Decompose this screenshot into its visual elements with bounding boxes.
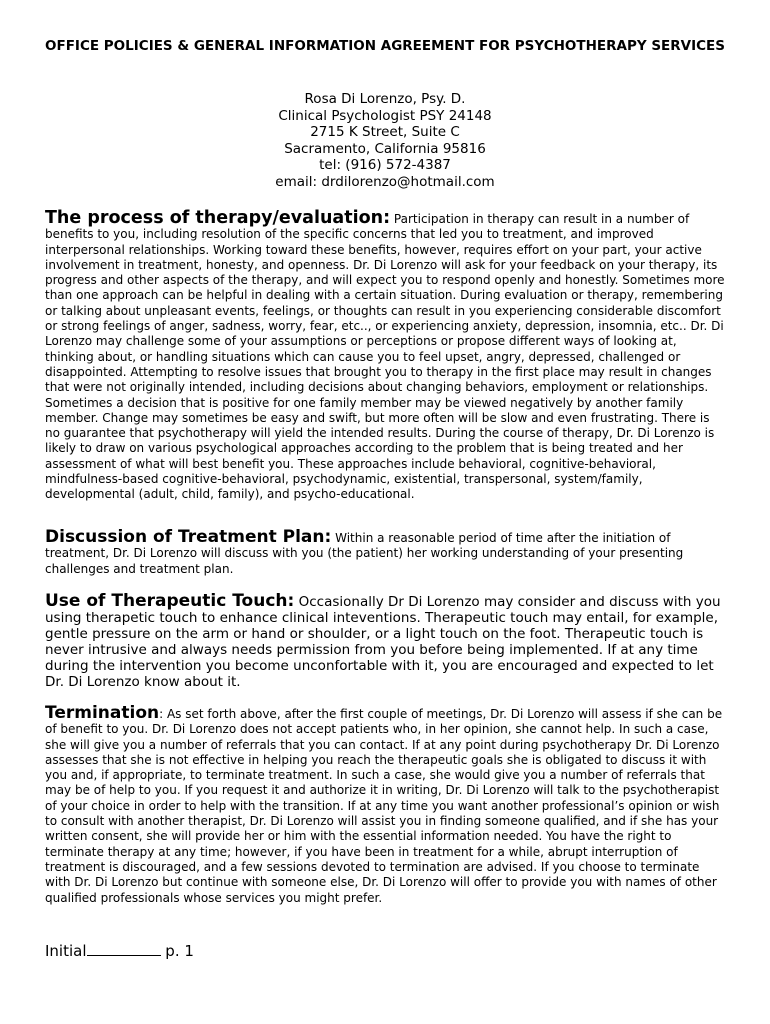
section-process-body: Participation in therapy can result in a number of benefits to you, including resolution of the specific concerns that led you to treatment, and improved interpersonal relationships. Working toward these benefits, however, requires effort on your part, your active involvement in treatment, honesty, and openness. Dr. Di Lorenzo will ask for your feedback on your therapy, its progress and other aspects of the therapy, and will expect you to respond openly and honestly. Sometimes more than one approach can be helpful in dealing with a certain situation. During evaluation or therapy, remembering or talking about unpleasant events, feelings, or thoughts can result in you experiencing considerable discomfort or strong feelings of anger, sadness, worry, fear, etc.., or experiencing anxiety, depression, insomnia, etc.. Dr. Di Lorenzo may challenge some of your assumptions or perceptions or propose different ways of looking at, thinking about, or handling situations which can cause you to feel upset, angry, depressed, challenged or disappointed. Attempting to resolve issues that brought you to therapy in the first place may result in changes that were not originally intended, including decisions about changing behaviors, employment or relationships. Sometimes a decision that is positive for one family member may be viewed negatively by another family member. Change may sometimes be easy and swift, but more often will be slow and even frustrating. There is no guarantee that psychotherapy will yield the intended results. During the course of therapy, Dr. Di Lorenzo is likely to draw on various psychological approaches according to the problem that is being treated and her assessment of what will best benefit you. These approaches include behavioral, cognitive-behavioral, mindfulness-based cognitive-behavioral, psychodynamic, existential, transpersonal, system/family, developmental (adult, child, family), and psycho-educational. — [45, 212, 725, 502]
section-termination-heading: Termination — [45, 703, 160, 723]
contact-name: Rosa Di Lorenzo, Psy. D. — [304, 91, 466, 107]
document-title: OFFICE POLICIES & GENERAL INFORMATION AGREEMENT FOR PSYCHOTHERAPY SERVICES — [45, 38, 725, 54]
initial-label: Initial — [45, 942, 87, 960]
section-process — [45, 208, 725, 503]
section-termination-body: : As set forth above, after the first couple of meetings, Dr. Di Lorenzo will assess if she can be of benefit to you. Dr. Di Lorenzo does not accept patients who, in her opinion, she cannot help. In such a case, she will give you a number of referrals that you can contact. If at any point during psychotherapy Dr. Di Lorenzo assesses that she is not effective in helping you reach the therapeutic goals she is obligated to discuss it with you and, if appropriate, to terminate treatment. In such a case, she would give you a number of referrals that may be of help to you. If you request it and authorize it in writing, Dr. Di Lorenzo will talk to the psychotherapist of your choice in order to help with the transition. If at any time you want another professional’s opinion or wish to consult with another therapist, Dr. Di Lorenzo will assist you in finding someone qualified, and if she has your written consent, she will provide her or him with the essential information needed. You have the right to terminate therapy at any time; however, if you have been in treatment for a while, abrupt interruption of treatment is discouraged, and a few sessions devoted to termination are advised. If you choose to terminate with Dr. Di Lorenzo but continue with someone else, Dr. Di Lorenzo will offer to provide you with names of other qualified professionals whose services you might prefer. — [45, 707, 723, 905]
contact-credential: Clinical Psychologist PSY 24148 — [278, 107, 492, 124]
section-touch-body: Occasionally Dr Di Lorenzo may consider and discuss with you using therapetic touch to enhance clinical inteventions. Therapeutic touch may entail, for example, gentle pressure on the arm or hand or shoulder, or a light touch on the foot. Therapeutic touch is never intrusive and always needs permission from you before being implemented. If at any time during the intervention you become unconfortable with it, you are encouraged and expected to let Dr. Di Lorenzo know about it. — [45, 594, 721, 690]
section-discussion-body: Within a reasonable period of time after the initiation of treatment, Dr. Di Lorenzo will discuss with you (the patient) her working understanding of your presenting challenges and treatment plan. — [45, 531, 684, 576]
section-termination — [45, 703, 725, 906]
section-process-heading: The process of therapy/evaluation: — [45, 208, 391, 228]
page-footer — [45, 941, 194, 960]
contact-block — [45, 91, 725, 190]
contact-city: Sacramento, California 95816 — [284, 140, 486, 157]
section-touch — [45, 593, 725, 690]
page-number: p. 1 — [165, 942, 194, 960]
contact-email: email: drdilorenzo@hotmail.com — [275, 173, 495, 190]
contact-street: 2715 K Street, Suite C — [310, 124, 460, 140]
section-discussion — [45, 527, 725, 577]
section-touch-heading: Use of Therapeutic Touch: — [45, 591, 295, 611]
initial-blank-line[interactable] — [87, 941, 161, 956]
contact-tel: tel: (916) 572-4387 — [319, 157, 451, 173]
section-discussion-heading: Discussion of Treatment Plan: — [45, 527, 332, 547]
